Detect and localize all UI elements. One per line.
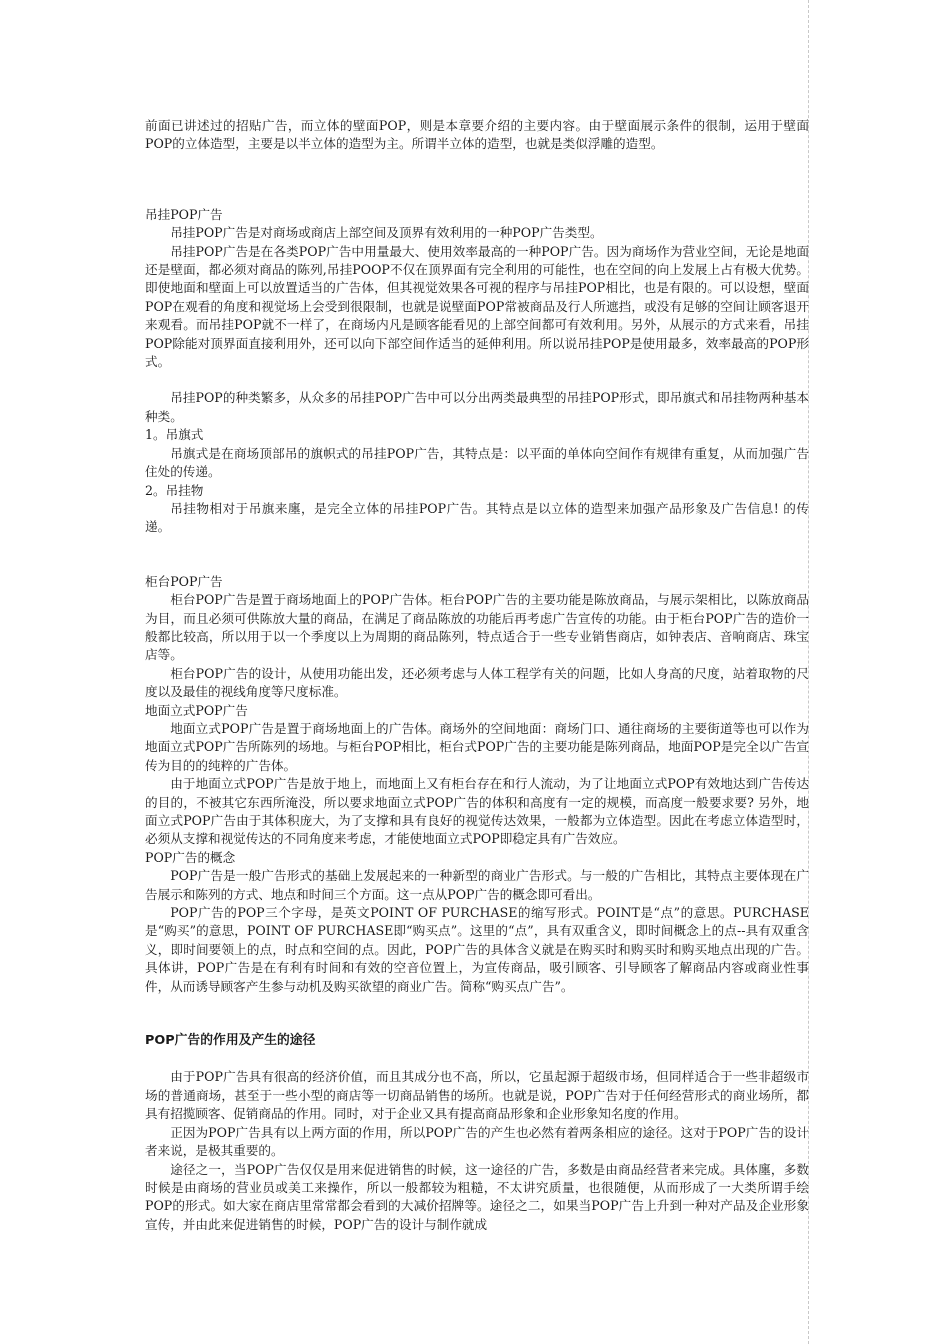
paragraph: 吊挂POP的种类繁多，从众多的吊挂POP广告中可以分出两类最典型的吊挂POP形式，即吊旗式和吊挂物两种基本种类。 bbox=[145, 390, 809, 424]
section-heading-role: POP广告的作用及产生的途径 bbox=[145, 1033, 316, 1049]
paragraph: 由于POP广告具有很高的经济价值，而且其成分也不高，所以，它虽起源于超级市场，但同样适合于一些非超级市场的普通商场，甚至于一些小型的商店等一切商品销售的场所。也就是说，POP广告对于任何经营形式的商业场所，都具有招揽顾客、促销商品的作用。同时，对于企业又具有提高商品形象和企业形象知名度的作用。 bbox=[145, 1069, 809, 1122]
paragraph: 途径之一，当POP广告仅仅是用来促进销售的时候，这一途径的广告，多数是由商品经营者来完成。具体廛，多数时候是由商场的营业员或美工来操作，所以一般都较为粗糙，不太讲究质量，也很随便，从而形成了一大类所谓手绘POP的形式。如大家在商店里常常都会看到的大减价招牌等。途径之二，如果当POP广告上升到一种对产品及企业形象宣传，并由此来促进销售的时候，POP广告的设计与制作就成 bbox=[145, 1161, 809, 1232]
paragraph: POP广告是一般广告形式的基础上发展起来的一种新型的商业广告形式。与一般的广告相比，其特点主要体现在广告展示和陈列的方式、地点和时间三个方面。这一点从POP广告的概念即可看出。 bbox=[145, 868, 809, 902]
document-body bbox=[145, 117, 809, 1234]
list-item-title: 2。吊挂物 bbox=[145, 482, 204, 498]
section-title-concept: POP广告的概念 bbox=[145, 849, 236, 865]
paragraph: 地面立式POP广告是置于商场地面上的广告体。商场外的空间地面：商场门口、通往商场的主要街道等也可以作为地面立式POP广告所陈列的场地。与柜台POP相比，柜台式POP广告的主要功能是陈列商品，地面POP是完全以广告宣传为目的的纯粹的广告体。 bbox=[145, 720, 809, 773]
paragraph: 吊旗式是在商场顶部吊的旗帜式的吊挂POP广告，其特点是：以平面的单体向空间作有规律有重复，从而加强广告住处的传递。 bbox=[145, 445, 809, 480]
paragraph: 正因为POP广告具有以上两方面的作用，所以POP广告的产生也必然有着两条相应的途径。这对于POP广告的设计者来说，是极其重要的。 bbox=[145, 1124, 809, 1159]
section-title-hanging: 吊挂POP广告 bbox=[145, 206, 223, 222]
paragraph: POP广告的POP三个字母，是英文POINT OF PURCHASE的缩写形式。POINT是“点”的意思。PURCHASE是“购买”的意思，POINT OF PURCHASE即“购买点”。这里的“点”，具有双重含义，即时间概念上的点--具有双重含义，即时间要领上的点，时点和空间的点。因此，POP广告的具体含义就是在购买时和购买时和购买地点出现的广告。具体讲，POP广告是在有利有时间和有效的空音位置上，为宣传商品，吸引顾客、引导顾客了解商品内容或商业性事件，从而诱导顾客产生参与动机及购买欲望的商业广告。简称“购买点广告”。 bbox=[145, 905, 809, 994]
paragraph: 由于地面立式POP广告是放于地上，而地面上又有柜台存在和行人流动，为了让地面立式POP有效地达到广告传达的目的，不被其它东西所淹没，所以要求地面立式POP广告的体积和高度有一定的规模，而高度一般要求要? 另外，地面立式POP广告由于其体积庞大，为了支撑和具有良好的视觉传达效果，一般都为立体造型。因此在考虑立体造型时，必须从支撑和视觉传达的不同角度来考虑，才能使地面立式POP即稳定具有广告效应。 bbox=[145, 776, 809, 847]
paragraph: 柜台POP广告的设计，从使用功能出发，还必须考虑与人体工程学有关的问题，比如人身高的尺度，站着取物的尺度以及最佳的视线角度等尺度标准。 bbox=[145, 665, 809, 700]
intro-paragraph: 前面已讲述过的招贴广告，而立体的壁面POP，则是本章要介绍的主要内容。由于壁面展示条件的很制，运用于壁面POP的立体造型，主要是以半立体的造型为主。所谓半立体的造型，也就是类似浮雕的造型。 bbox=[145, 118, 809, 152]
paragraph: 柜台POP广告是置于商场地面上的POP广告体。柜台POP广告的主要功能是陈放商品，与展示架相比，以陈放商品为目，而且必须可供陈放大量的商品，在满足了商品陈放的功能后再考虑广告宣传的功能。由于柜台POP广告的造价一般都比较高，所以用于以一个季度以上为周期的商品陈列，特点适合于一些专业销售商店，如钟表店、音响商店、珠宝店等。 bbox=[145, 592, 809, 663]
paragraph: 吊挂POP广告是在各类POP广告中用量最大、使用效率最高的一种POP广告。因为商场作为营业空间，无论是地面还是壁面，都必须对商品的陈列,吊挂POOP不仅在顶界面有完全利用的可能性，也在空间的向上发展上占有极大优势。即使地面和壁面上可以放置适当的广告体，但其视觉效果各可视的程序与吊挂POP相比，也是有限的。可以设想，壁面POP在观看的角度和视觉场上会受到很限制，也就是说壁面POP常被商品及行人所遮挡，或没有足够的空间让顾客退开来观看。而吊挂POP就不一样了，在商场内凡是顾客能看见的上部空间都可有效利用。另外，从展示的方式来看，吊挂POP除能对顶界面直接利用外，还可以向下部空间作适当的延伸利用。所以说吊挂POP是使用最多，效率最高的POP形式。 bbox=[145, 243, 809, 370]
paragraph: 吊挂POP广告是对商场或商店上部空间及顶界有效利用的一种POP广告类型。 bbox=[170, 225, 603, 241]
paragraph: 吊挂物相对于吊旗来廛，是完全立体的吊挂POP广告。其特点是以立体的造型来加强产品形象及广告信息! 的传递。 bbox=[145, 500, 809, 535]
list-item-title: 1。吊旗式 bbox=[145, 427, 204, 443]
section-title-floor: 地面立式POP广告 bbox=[145, 702, 248, 718]
section-title-counter: 柜台POP广告 bbox=[145, 573, 223, 589]
